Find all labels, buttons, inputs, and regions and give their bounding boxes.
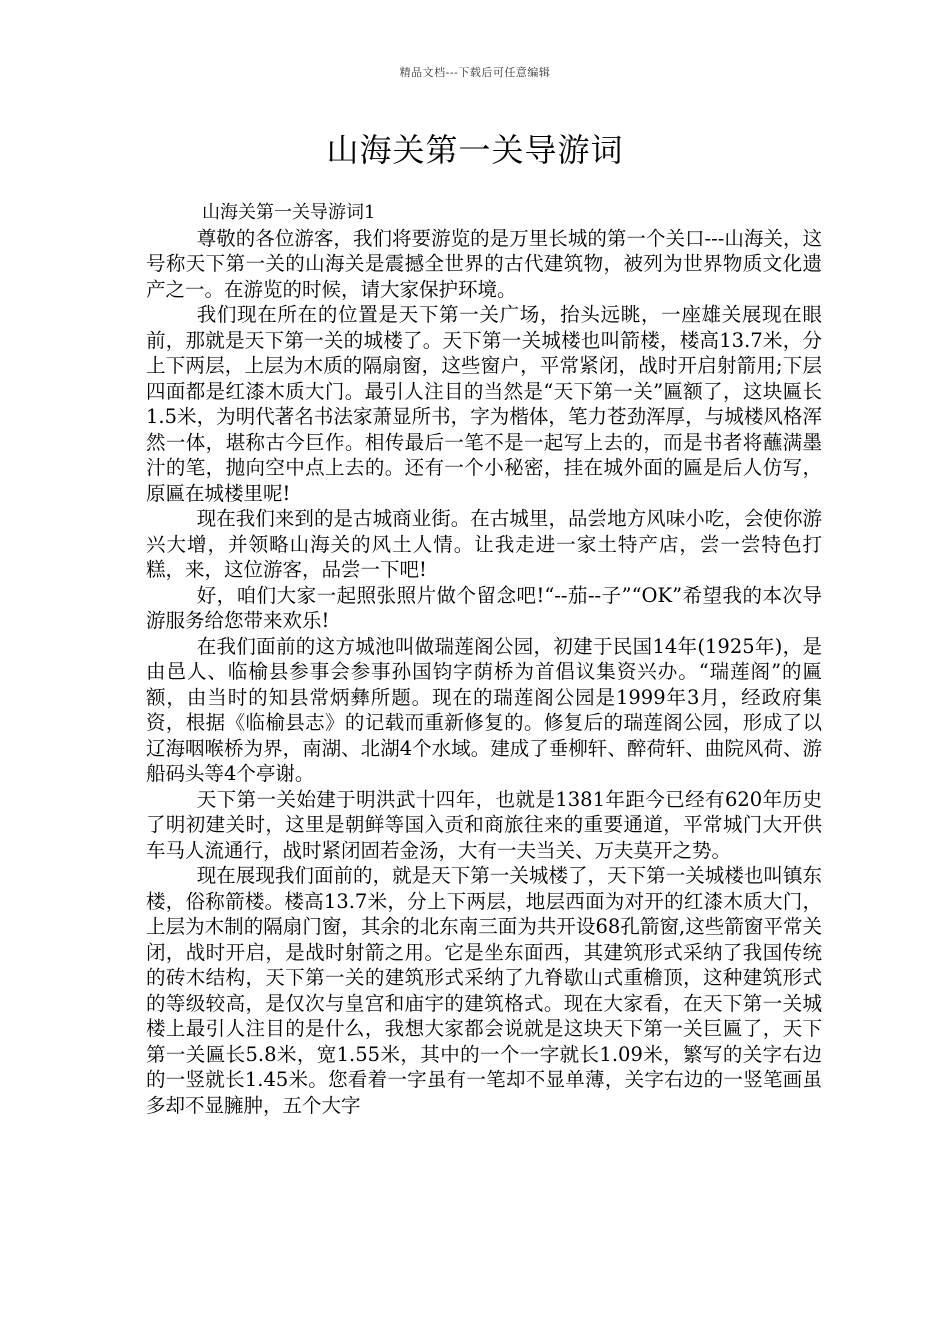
document-body (146, 200, 822, 1118)
section-subtitle: 山海关第一关导游词1 (202, 202, 376, 223)
paragraph-ruilian-park: 在我们面前的这方城池叫做瑞莲阁公园，初建于民国14年(1925年)，是由邑人、临榆县参事会参事孙国钧字荫桥为首倡议集资兴办。“瑞莲阁”的匾额，由当时的知县常炳彝所题。现在的瑞莲阁公园是1999年3月，经政府集资，根据《临榆县志》的记载而重新修复的。修复后的瑞莲阁公园，形成了以辽海咽喉桥为界，南湖、北湖4个水域。建成了垂柳轩、醉荷轩、曲院风荷、游船码头等4个亭谢。 (146, 634, 822, 785)
paragraph-intro: 尊敬的各位游客，我们将要游览的是万里长城的第一个关口---山海关，这号称天下第一关的山海关是震撼全世界的古代建筑物，被列为世界物质文化遗产之一。在游览的时候，请大家保护环境。 (146, 226, 822, 301)
paragraph-photo: 好，咱们大家一起照张照片做个留念吧!“--茄--子”“OK”希望我的本次导游服务给您带来欢乐! (146, 583, 822, 632)
paragraph-gate-tower: 我们现在所在的位置是天下第一关广场，抬头远眺，一座雄关展现在眼前，那就是天下第一关的城楼了。天下第一关城楼也叫箭楼，楼高13.7米，分上下两层，上层为木质的隔扇窗，这些窗户，平常紧闭，战时开启射箭用;下层四面都是红漆木质大门。最引人注目的当然是“天下第一关”匾额了，这块匾长1.5米，为明代著名书法家萧显所书，字为楷体，笔力苍劲浑厚，与城楼风格浑然一体，堪称古今巨作。相传最后一笔不是一起写上去的，而是书者将蘸满墨汁的笔，抛向空中点上去的。还有一个小秘密，挂在城外面的匾是后人仿写，原匾在城楼里呢! (146, 303, 822, 505)
header-note: 精品文档---下载后可任意编辑 (399, 66, 551, 79)
paragraph-history: 天下第一关始建于明洪武十四年，也就是1381年距今已经有620年历史了明初建关时，这里是朝鲜等国入贡和商旅往来的重要通道，平常城门大开供车马人流通行，战时紧闭固若金汤，大有一夫当关、万夫莫开之势。 (146, 787, 822, 862)
paragraph-east-tower: 现在展现我们面前的，就是天下第一关城楼了，天下第一关城楼也叫镇东楼，俗称箭楼。楼高13.7米，分上下两层，地层西面为对开的红漆木质大门，上层为木制的隔扇门窗，其余的北东南三面为共开设68孔箭窗,这些箭窗平常关闭，战时开启，是战时射箭之用。它是坐东面西，其建筑形式采纳了我国传统的砖木结构，天下第一关的建筑形式采纳了九脊歇山式重檐顶，这种建筑形式的等级较高，是仅次与皇宫和庙宇的建筑格式。现在大家看，在天下第一关城楼上最引人注目的是什么，我想大家都会说就是这块天下第一关巨匾了，天下第一关匾长5.8米，宽1.55米，其中的一个一字就长1.09米，繁写的关字右边的一竖就长1.45米。您看着一字虽有一笔却不显单薄，关字右边的一竖笔画虽多却不显臃肿，五个大字 (146, 864, 822, 1117)
document-title: 山海关第一关导游词 (326, 131, 624, 169)
paragraph-commercial-street: 现在我们来到的是古城商业街。在古城里，品尝地方风味小吃，会使你游兴大增，并领略山海关的风土人情。让我走进一家土特产店，尝一尝特色打糕，来，这位游客，品尝一下吧! (146, 507, 822, 581)
